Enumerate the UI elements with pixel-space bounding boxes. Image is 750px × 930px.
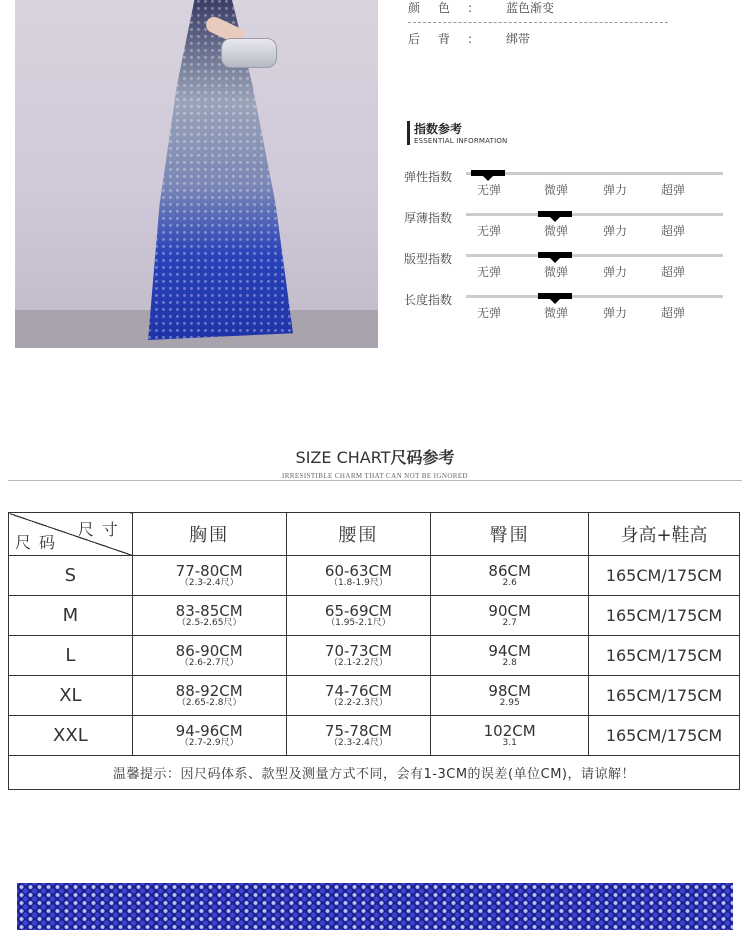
index-scale-option: 弹力 [603, 183, 628, 197]
clutch-bag [221, 38, 277, 68]
attr-divider [408, 22, 668, 23]
waist-cell [286, 556, 431, 596]
waist-value: 65-69CM [324, 601, 392, 620]
index-scale-option: 微弹 [544, 224, 569, 238]
table-row [9, 596, 740, 636]
index-scale-option: 微弹 [544, 265, 569, 279]
attr-color-value: 蓝色渐变 [506, 1, 555, 15]
index-title: 指数参考 [414, 122, 463, 136]
size-note: 温馨提示：因尺码体系、款型及测量方式不同，会有1-3CM的误差(单位CM)，请谅解！ [9, 756, 740, 790]
hip-value: 86CM [488, 561, 531, 580]
index-scale-track [466, 213, 723, 216]
index-scale-track [466, 172, 723, 175]
size-cell: L [9, 636, 133, 676]
bust-value: 77-80CM [175, 561, 243, 580]
hip-sub: 2.7 [502, 617, 517, 628]
attr-back [408, 30, 530, 47]
bust-sub: （2.5-2.65尺） [176, 617, 242, 628]
index-scale-option: 超弹 [661, 265, 686, 279]
waist-cell [286, 676, 431, 716]
hip-value: 102CM [483, 721, 536, 740]
hip-sub: 3.1 [502, 737, 517, 748]
attr-color-key: 颜色: [408, 1, 491, 15]
size-chart-divider [8, 480, 742, 481]
index-scale-option: 超弹 [661, 306, 686, 320]
bust-cell [132, 716, 286, 756]
header-waist: 腰围 [286, 513, 431, 556]
waist-value: 75-78CM [324, 721, 392, 740]
hip-sub: 2.8 [502, 657, 517, 668]
height-cell: 165CM/175CM [589, 556, 740, 596]
height-cell: 165CM/175CM [589, 636, 740, 676]
header-bust: 胸围 [132, 513, 286, 556]
bust-cell [132, 596, 286, 636]
bust-cell [132, 636, 286, 676]
bust-cell [132, 676, 286, 716]
size-cell: XL [9, 676, 133, 716]
waist-sub: （2.2-2.3尺） [328, 697, 388, 708]
height-cell: 165CM/175CM [589, 596, 740, 636]
attr-back-value: 绑带 [506, 32, 531, 46]
waist-value: 60-63CM [324, 561, 392, 580]
hip-cell [431, 716, 589, 756]
index-scale-option: 超弹 [661, 224, 686, 238]
index-title-bar [407, 121, 410, 145]
index-scale-option: 超弹 [661, 183, 686, 197]
attr-back-key: 后背: [408, 32, 491, 46]
hip-value: 90CM [488, 601, 531, 620]
hip-value: 98CM [488, 681, 531, 700]
size-chart-tagline [0, 472, 750, 480]
table-row [9, 636, 740, 676]
bust-sub: （2.6-2.7尺） [179, 657, 239, 668]
waist-cell [286, 716, 431, 756]
index-scale-track [466, 295, 723, 298]
hip-cell [431, 676, 589, 716]
corner-cell [9, 513, 133, 556]
hip-value: 94CM [488, 641, 531, 660]
header-hip: 臀围 [431, 513, 589, 556]
bust-value: 83-85CM [175, 601, 243, 620]
bust-sub: （2.3-2.4尺） [179, 577, 239, 588]
index-scale-marker [538, 252, 572, 258]
index-subtitle: ESSENTIAL INFORMATION [414, 137, 508, 145]
sequin-detail-photo [17, 883, 733, 930]
hip-sub: 2.95 [499, 697, 520, 708]
size-table [8, 512, 740, 790]
index-scale-marker [538, 211, 572, 217]
table-row [9, 556, 740, 596]
waist-sub: （1.8-1.9尺） [328, 577, 388, 588]
product-photo [15, 0, 378, 348]
waist-sub: （2.1-2.2尺） [328, 657, 388, 668]
bust-value: 88-92CM [175, 681, 243, 700]
table-row [9, 676, 740, 716]
hip-sub: 2.6 [502, 577, 517, 588]
index-scale-option: 弹力 [603, 265, 628, 279]
waist-sub: （1.95-2.1尺） [326, 617, 391, 628]
waist-value: 74-76CM [324, 681, 392, 700]
height-cell: 165CM/175CM [589, 716, 740, 756]
size-chart-title [0, 445, 750, 468]
hip-cell [431, 636, 589, 676]
table-row [9, 716, 740, 756]
bust-cell [132, 556, 286, 596]
index-scale-track [466, 254, 723, 257]
index-row-label: 弹性指数 [404, 170, 453, 184]
index-scale-option: 无弹 [477, 306, 502, 320]
bust-value: 86-90CM [175, 641, 243, 660]
waist-sub: （2.3-2.4尺） [328, 737, 388, 748]
header-height: 身高+鞋高 [589, 513, 740, 556]
waist-value: 70-73CM [324, 641, 392, 660]
size-cell: S [9, 556, 133, 596]
size-chart-tagline-text: IRRESISTIBLE CHARM THAT CAN NOT BE IGNORED [278, 472, 472, 480]
index-scale-marker [538, 293, 572, 299]
index-scale-option: 无弹 [477, 183, 502, 197]
index-row [404, 291, 734, 327]
size-note-row [9, 756, 740, 790]
index-scale-option: 弹力 [603, 306, 628, 320]
index-scale-option: 微弹 [544, 183, 569, 197]
index-row-label: 长度指数 [404, 293, 453, 307]
index-row [404, 209, 734, 245]
corner-dimension-label: 尺寸 [77, 520, 126, 539]
index-scale-option: 微弹 [544, 306, 569, 320]
hip-cell [431, 596, 589, 636]
waist-cell [286, 596, 431, 636]
size-chart-title-en: SIZE CHART [295, 448, 391, 467]
hip-cell [431, 556, 589, 596]
corner-size-label: 尺码 [15, 533, 64, 552]
index-scale-option: 无弹 [477, 265, 502, 279]
size-cell: XXL [9, 716, 133, 756]
bust-sub: （2.7-2.9尺） [179, 737, 239, 748]
bust-sub: （2.65-2.8尺） [176, 697, 242, 708]
index-row-label: 版型指数 [404, 252, 453, 266]
index-scale-option: 无弹 [477, 224, 502, 238]
size-table-header [9, 513, 740, 556]
height-cell: 165CM/175CM [589, 676, 740, 716]
waist-cell [286, 636, 431, 676]
index-row [404, 250, 734, 286]
index-scale-marker [471, 170, 505, 176]
index-row-label: 厚薄指数 [404, 211, 453, 225]
size-chart-title-cn: 尺码参考 [390, 448, 455, 467]
bust-value: 94-96CM [175, 721, 243, 740]
attr-color [408, 0, 554, 16]
index-scale-option: 弹力 [603, 224, 628, 238]
size-cell: M [9, 596, 133, 636]
index-row [404, 168, 734, 204]
